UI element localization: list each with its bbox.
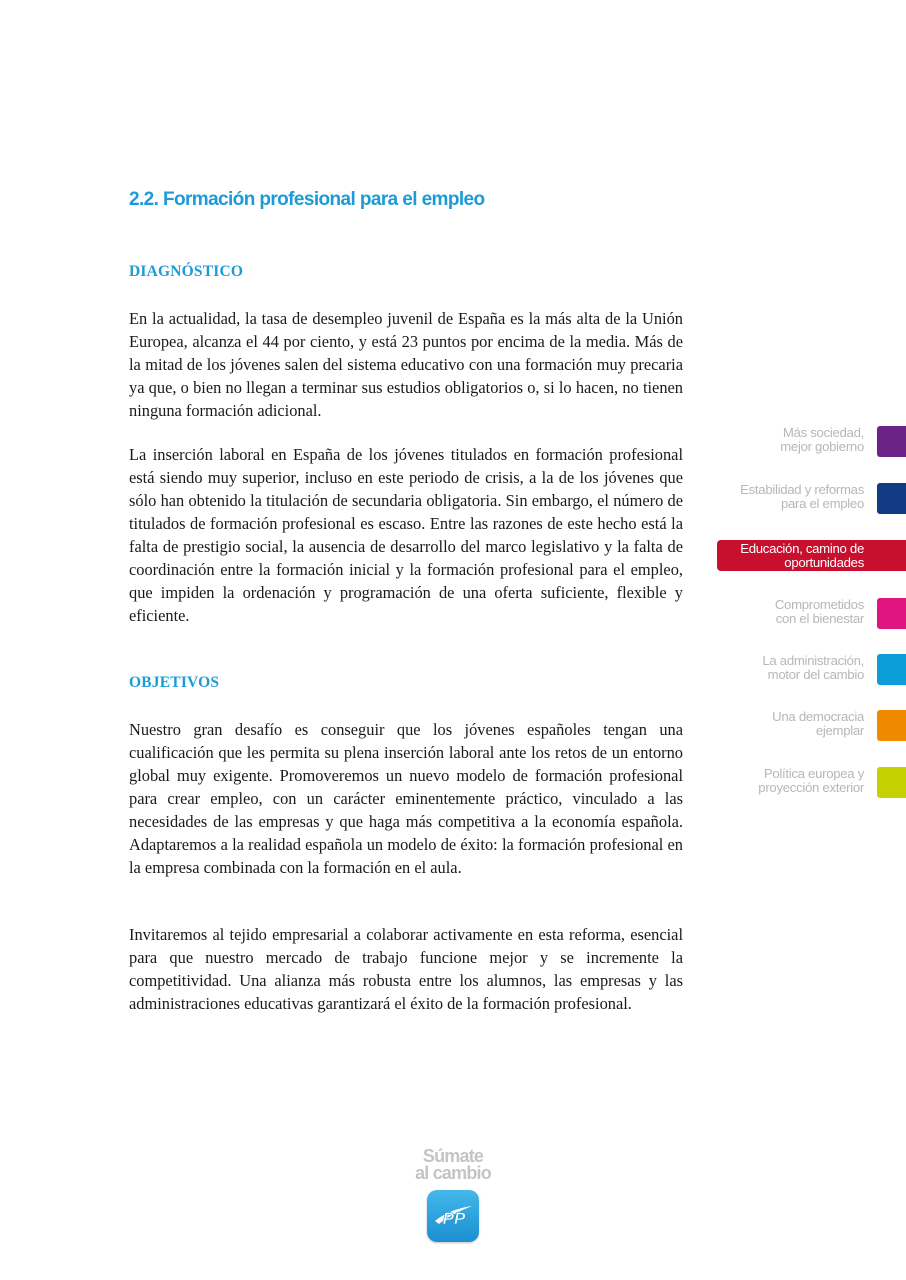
chapter-color-tab — [877, 426, 906, 457]
chapter-nav-label-line-2: proyección exterior — [758, 780, 864, 795]
chapter-nav-label — [694, 598, 864, 626]
chapter-nav-label-line-1: Estabilidad y reformas — [740, 482, 864, 497]
chapter-nav-label — [694, 767, 864, 795]
pp-logo-text: PP — [442, 1209, 466, 1228]
chapter-nav-label-line-1: Comprometidos — [774, 597, 864, 612]
chapter-color-tab — [877, 710, 906, 741]
chapter-nav-item-4[interactable] — [700, 597, 906, 629]
objetivos-heading: OBJETIVOS — [129, 674, 220, 691]
footer-brand — [395, 1146, 511, 1228]
section-title: 2.2. Formación profesional para el empleo — [129, 189, 485, 210]
chapter-nav-label-line-2: mejor gobierno — [780, 439, 864, 454]
diagnostico-paragraph-1: En la actualidad, la tasa de desempleo juvenil de España es la más alta de la Unión Europea, alcanza el 44 por ciento, y está 23 puntos por encima de la media. Más de la mitad de los jóvenes salen del sistema educativo con una formación muy precaria ya que, o bien no llegan a terminar sus estudios obligatorios o, si lo hacen, no tienen ninguna formación adicional. — [129, 309, 683, 420]
chapter-color-tab — [877, 598, 906, 629]
chapter-nav-item-2[interactable] — [700, 482, 906, 514]
slogan — [395, 1148, 511, 1182]
chapter-nav-label — [694, 483, 864, 511]
objetivos-paragraph-1: Nuestro gran desafío es conseguir que los jóvenes españoles tengan una cualificación que les permita su plena inserción laboral ante los retos de un entorno global muy exigente. Promoveremos un nuevo modelo de formación profesional para crear empleo, con un carácter eminentemente práctico, vinculado a las necesidades de las empresas y que haga más competitiva a la economía española. Adaptaremos a la realidad española un modelo de éxito: la formación profesional en la empresa combinada con la formación en el aula. — [129, 720, 683, 877]
diagnostico-heading: DIAGNÓSTICO — [129, 263, 244, 280]
chapter-nav-label-line-1: Más sociedad, — [782, 425, 864, 440]
chapter-nav-label-line-1: Política europea y — [763, 766, 864, 781]
chapter-nav-label — [694, 710, 864, 738]
chapter-nav-label-line-2: con el bienestar — [775, 611, 864, 626]
chapter-nav-item-3[interactable] — [700, 540, 906, 572]
chapter-nav-label — [694, 426, 864, 454]
slogan-line-2: al cambio — [415, 1163, 491, 1183]
chapter-nav-item-6[interactable] — [700, 709, 906, 741]
chapter-nav-item-7[interactable] — [700, 766, 906, 798]
chapter-nav-label-line-1: Una democracia — [772, 709, 864, 724]
slogan-line-1: Súmate — [422, 1146, 484, 1166]
chapter-nav-item-1[interactable] — [700, 425, 906, 457]
chapter-color-tab — [877, 483, 906, 514]
chapter-nav-label-line-1: Educación, camino de — [740, 541, 864, 556]
chapter-color-tab — [877, 767, 906, 798]
chapter-nav-label-line-2: para el empleo — [780, 496, 864, 511]
pp-logo[interactable] — [427, 1190, 479, 1242]
objetivos-paragraph-2: Invitaremos al tejido empresarial a colaborar activamente en esta reforma, esencial para que nuestro mercado de trabajo funcione mejor y se incremente la competitividad. Una alianza más robusta entre los alumnos, las empresas y las administraciones educativas garantizará el éxito de la formación profesional. — [129, 925, 683, 1013]
chapter-nav-label-line-1: La administración, — [762, 653, 864, 668]
chapter-color-tab — [877, 654, 906, 685]
chapter-nav-label-line-2: ejemplar — [815, 723, 864, 738]
chapter-nav-item-5[interactable] — [700, 653, 906, 685]
pp-logo-icon — [427, 1190, 479, 1242]
chapter-nav-label-line-2: oportunidades — [784, 555, 864, 570]
chapter-nav-label — [694, 654, 864, 682]
chapter-nav-label-line-2: motor del cambio — [767, 667, 864, 682]
diagnostico-paragraph-2: La inserción laboral en España de los jóvenes titulados en formación profesional está siendo muy superior, incluso en este periodo de crisis, a la de los jóvenes que sólo han obtenido la titulación de secundaria obligatoria. Sin embargo, el número de titulados de formación profesional es escaso. Entre las razones de este hecho está la falta de prestigio social, la ausencia de desarrollo del marco legislativo y la falta de coordinación entre la formación inicial y la formación profesional para el empleo, que impiden la ordenación y programación de una oferta suficiente, flexible y eficiente. — [129, 445, 683, 625]
chapter-nav-label — [694, 542, 864, 570]
